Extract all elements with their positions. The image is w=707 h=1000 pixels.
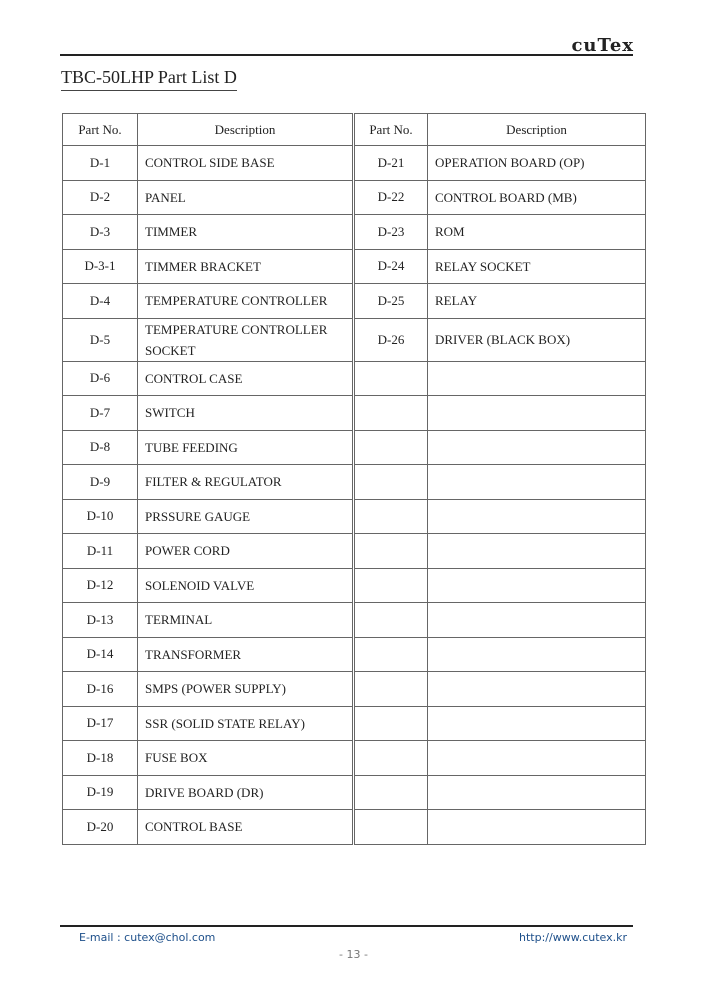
empty-cell: [354, 465, 428, 500]
parts-table: [62, 113, 646, 845]
empty-cell: [428, 810, 646, 845]
part-number: D-25: [354, 284, 428, 319]
part-number: D-5: [63, 318, 138, 361]
part-description: CONTROL SIDE BASE: [138, 146, 354, 181]
part-number: D-17: [63, 706, 138, 741]
table-row: [63, 180, 646, 215]
part-number: D-9: [63, 465, 138, 500]
table-row: [63, 534, 646, 569]
table-row: [63, 430, 646, 465]
empty-cell: [428, 741, 646, 776]
empty-cell: [354, 741, 428, 776]
part-description: TEMPERATURE CONTROLLER: [138, 284, 354, 319]
part-description: PANEL: [138, 180, 354, 215]
table-row: [63, 810, 646, 845]
part-description: ROM: [428, 215, 646, 250]
empty-cell: [354, 810, 428, 845]
table-row: [63, 672, 646, 707]
table-row: [63, 775, 646, 810]
part-description: [138, 318, 354, 361]
part-description: SWITCH: [138, 396, 354, 431]
part-description: TERMINAL: [138, 603, 354, 638]
part-number: D-16: [63, 672, 138, 707]
part-description: TRANSFORMER: [138, 637, 354, 672]
part-description: CONTROL BASE: [138, 810, 354, 845]
empty-cell: [428, 603, 646, 638]
brand-logo: cuTex: [571, 35, 634, 56]
header-divider: [60, 54, 633, 56]
footer-email: E-mail : cutex@chol.com: [79, 931, 216, 944]
empty-cell: [428, 396, 646, 431]
part-description: CONTROL BOARD (MB): [428, 180, 646, 215]
empty-cell: [428, 568, 646, 603]
part-number: D-19: [63, 775, 138, 810]
empty-cell: [354, 396, 428, 431]
footer-divider: [60, 925, 633, 927]
part-number: D-26: [354, 318, 428, 361]
part-description: TIMMER: [138, 215, 354, 250]
column-header-part-no-left: Part No.: [63, 114, 138, 146]
part-number: D-3-1: [63, 249, 138, 284]
part-description: DRIVER (BLACK BOX): [428, 318, 646, 361]
part-number: D-10: [63, 499, 138, 534]
part-number: D-7: [63, 396, 138, 431]
table-row: [63, 396, 646, 431]
part-number: D-12: [63, 568, 138, 603]
table-row: [63, 741, 646, 776]
part-number: D-24: [354, 249, 428, 284]
table-row: [63, 318, 646, 361]
page-title: TBC-50LHP Part List D: [61, 66, 237, 91]
empty-cell: [354, 775, 428, 810]
empty-cell: [354, 430, 428, 465]
part-number: D-4: [63, 284, 138, 319]
part-number: D-21: [354, 146, 428, 181]
table-header-row: [63, 114, 646, 146]
table-row: [63, 249, 646, 284]
empty-cell: [428, 775, 646, 810]
table-row: [63, 706, 646, 741]
part-number: D-3: [63, 215, 138, 250]
table-row: [63, 637, 646, 672]
empty-cell: [354, 603, 428, 638]
part-number: D-1: [63, 146, 138, 181]
table-row: [63, 603, 646, 638]
part-description: POWER CORD: [138, 534, 354, 569]
part-number: D-2: [63, 180, 138, 215]
part-description: FILTER & REGULATOR: [138, 465, 354, 500]
empty-cell: [354, 361, 428, 396]
footer-website: http://www.cutex.kr: [519, 931, 627, 944]
part-number: D-11: [63, 534, 138, 569]
empty-cell: [428, 361, 646, 396]
empty-cell: [428, 672, 646, 707]
table-row: [63, 361, 646, 396]
part-description-line: SOCKET: [145, 342, 196, 358]
part-description: CONTROL CASE: [138, 361, 354, 396]
part-number: D-22: [354, 180, 428, 215]
part-description: DRIVE BOARD (DR): [138, 775, 354, 810]
part-number: D-13: [63, 603, 138, 638]
empty-cell: [428, 534, 646, 569]
table-row: [63, 284, 646, 319]
part-description: RELAY: [428, 284, 646, 319]
empty-cell: [354, 499, 428, 534]
empty-cell: [428, 706, 646, 741]
part-description: TUBE FEEDING: [138, 430, 354, 465]
table-row: [63, 465, 646, 500]
empty-cell: [428, 430, 646, 465]
column-header-description-left: Description: [138, 114, 354, 146]
empty-cell: [428, 499, 646, 534]
part-description-line: TEMPERATURE CONTROLLER: [145, 321, 328, 337]
empty-cell: [354, 637, 428, 672]
column-header-description-right: Description: [428, 114, 646, 146]
part-description: PRSSURE GAUGE: [138, 499, 354, 534]
empty-cell: [354, 534, 428, 569]
table-row: [63, 146, 646, 181]
part-description: FUSE BOX: [138, 741, 354, 776]
page-number: - 13 -: [339, 948, 368, 961]
part-number: D-6: [63, 361, 138, 396]
empty-cell: [428, 637, 646, 672]
part-description: TIMMER BRACKET: [138, 249, 354, 284]
table-row: [63, 568, 646, 603]
empty-cell: [428, 465, 646, 500]
part-number: D-20: [63, 810, 138, 845]
part-description: SMPS (POWER SUPPLY): [138, 672, 354, 707]
part-description: SSR (SOLID STATE RELAY): [138, 706, 354, 741]
part-number: D-8: [63, 430, 138, 465]
empty-cell: [354, 568, 428, 603]
empty-cell: [354, 672, 428, 707]
table-row: [63, 499, 646, 534]
part-description: RELAY SOCKET: [428, 249, 646, 284]
part-description: SOLENOID VALVE: [138, 568, 354, 603]
part-number: D-23: [354, 215, 428, 250]
column-header-part-no-right: Part No.: [354, 114, 428, 146]
part-number: D-14: [63, 637, 138, 672]
part-number: D-18: [63, 741, 138, 776]
empty-cell: [354, 706, 428, 741]
part-description: OPERATION BOARD (OP): [428, 146, 646, 181]
table-row: [63, 215, 646, 250]
